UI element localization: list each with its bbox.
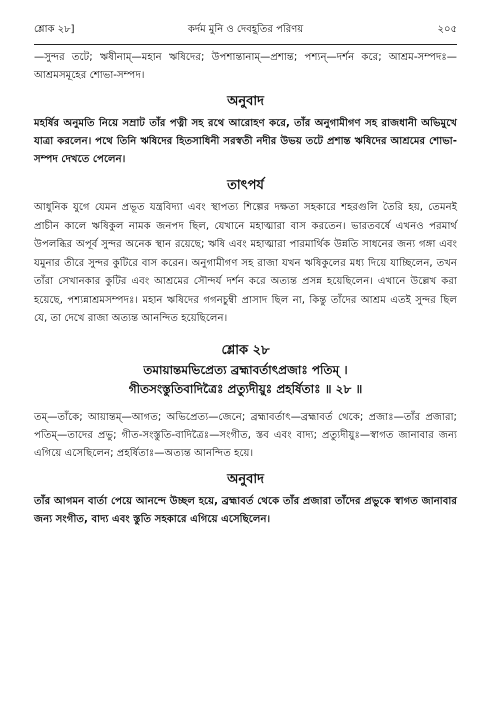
verse-line-2: গীতসংস্তুতিবাদিত্রৈঃ প্রত্যুদীয়ুঃ প্রহর্ষিতাঃ ॥ ২৮ ॥ — [128, 381, 363, 396]
verse-word-for-word: তম্—তাঁকে; আয়ান্তম্—আগত; অভিপ্রেত্য—জেনে; ব্রহ্মাবর্তাৎ—ব্রহ্মাবর্ত থেকে; প্রজাঃ—তাঁর প্রজারা; পতিম্—তাদের প্রভু; গীত-সংস্তুতি-বাদিত্রৈঃ—সংগীত, স্তব এবং বাদ্য; প্রত্যুদীয়ুঃ—স্বাগত জানাবার জন্য এগিয়ে এসেছিলেন; প্রহর্ষিতাঃ—অত্যন্ত আনন্দিত হয়ে। — [34, 411, 457, 459]
header-verse-ref: শ্লোক ২৮] — [34, 24, 75, 35]
running-header — [34, 22, 457, 44]
word-for-word-continued: —সুন্দর তটে; ঋষীনাম্—মহান ঋষিদের; উপশান্তানাম্—প্রশান্ত; পশ্যন্—দর্শন করে; আশ্রম-সম্পদঃ—আশ্রমসমূহের শোভা-সম্পদ। — [34, 52, 457, 81]
translation-2-heading: অনুবাদ — [227, 471, 264, 487]
header-page-number: ২০৫ — [437, 24, 457, 35]
purport-heading: তাৎপর্য — [227, 178, 264, 193]
header-chapter-title: কর্দম মুনি ও দেবহূতির পরিণয় — [187, 24, 304, 35]
translation-2-text: তাঁর আগমন বার্তা পেয়ে আনন্দে উচ্ছল হয়ে, ব্রহ্মাবর্ত থেকে তাঁর প্রজারা তাঁদের প্রভুকে স্বাগত জানাবার জন্য সংগীত, বাদ্য এবং স্তুতি সহকারে এগিয়ে এসেছিলেন। — [34, 495, 457, 525]
verse-number-heading: শ্লোক ২৮ — [221, 342, 270, 358]
purport-text: আধুনিক যুগে যেমন প্রভূত যন্ত্রবিদ্যা এবং স্থাপত্য শিল্পের দক্ষতা সহকারে শহরগুলি তৈরি হয়, তেমনই প্রাচীন কালে ঋষিকুল নামক জনপদ ছিল, যেখানে মহাত্মারা বাস করতেন। ভারতবর্ষে এখনও পরমার্থ উপলব্ধির অপূর্ব সুন্দর অনেক স্থান রয়েছে; ঋষি এবং মহাত্মারা পারমার্থিক উন্নতি সাধনের জন্য গঙ্গা এবং যমুনার তীরে সুন্দর কুটিরে বাস করেন। অনুগামীগণ সহ রাজা যখন ঋষিকুলের মধ্য দিয়ে যাচ্ছিলেন, তখন তাঁরা সেখানকার কুটির এবং আশ্রমের সৌন্দর্য দর্শন করে অত্যন্ত প্রসন্ন হয়েছিলেন। এখানে উল্লেখ করা হয়েছে, পশ্যন্নাশ্রমসম্পদঃ। মহান ঋষিদের গগনচুম্বী প্রাসাদ ছিল না, কিন্তু তাঁদের আশ্রম এতই সুন্দর ছিল যে, তা দেখে রাজা অত্যন্ত আনন্দিত হয়েছিলেন। — [34, 202, 457, 324]
translation-text: মহর্ষির অনুমতি নিয়ে সম্রাট তাঁর পত্নী সহ রথে আরোহণ করে, তাঁর অনুগামীগণ সহ রাজধানী অভিমুখে যাত্রা করলেন। পথে তিনি ঋষিদের হিতসাধিনী সরস্বতী নদীর উভয় তটে প্রশান্ত ঋষিদের আশ্রমের শোভা-সম্পদ দেখতে পেলেন। — [34, 118, 457, 165]
header-rule — [34, 44, 457, 45]
translation-heading: অনুবাদ — [227, 94, 264, 109]
verse-line-1: তমায়ান্তমভিপ্রেত্য ব্রহ্মাবর্তাৎপ্রজাঃ পতিম্ । — [143, 362, 348, 377]
